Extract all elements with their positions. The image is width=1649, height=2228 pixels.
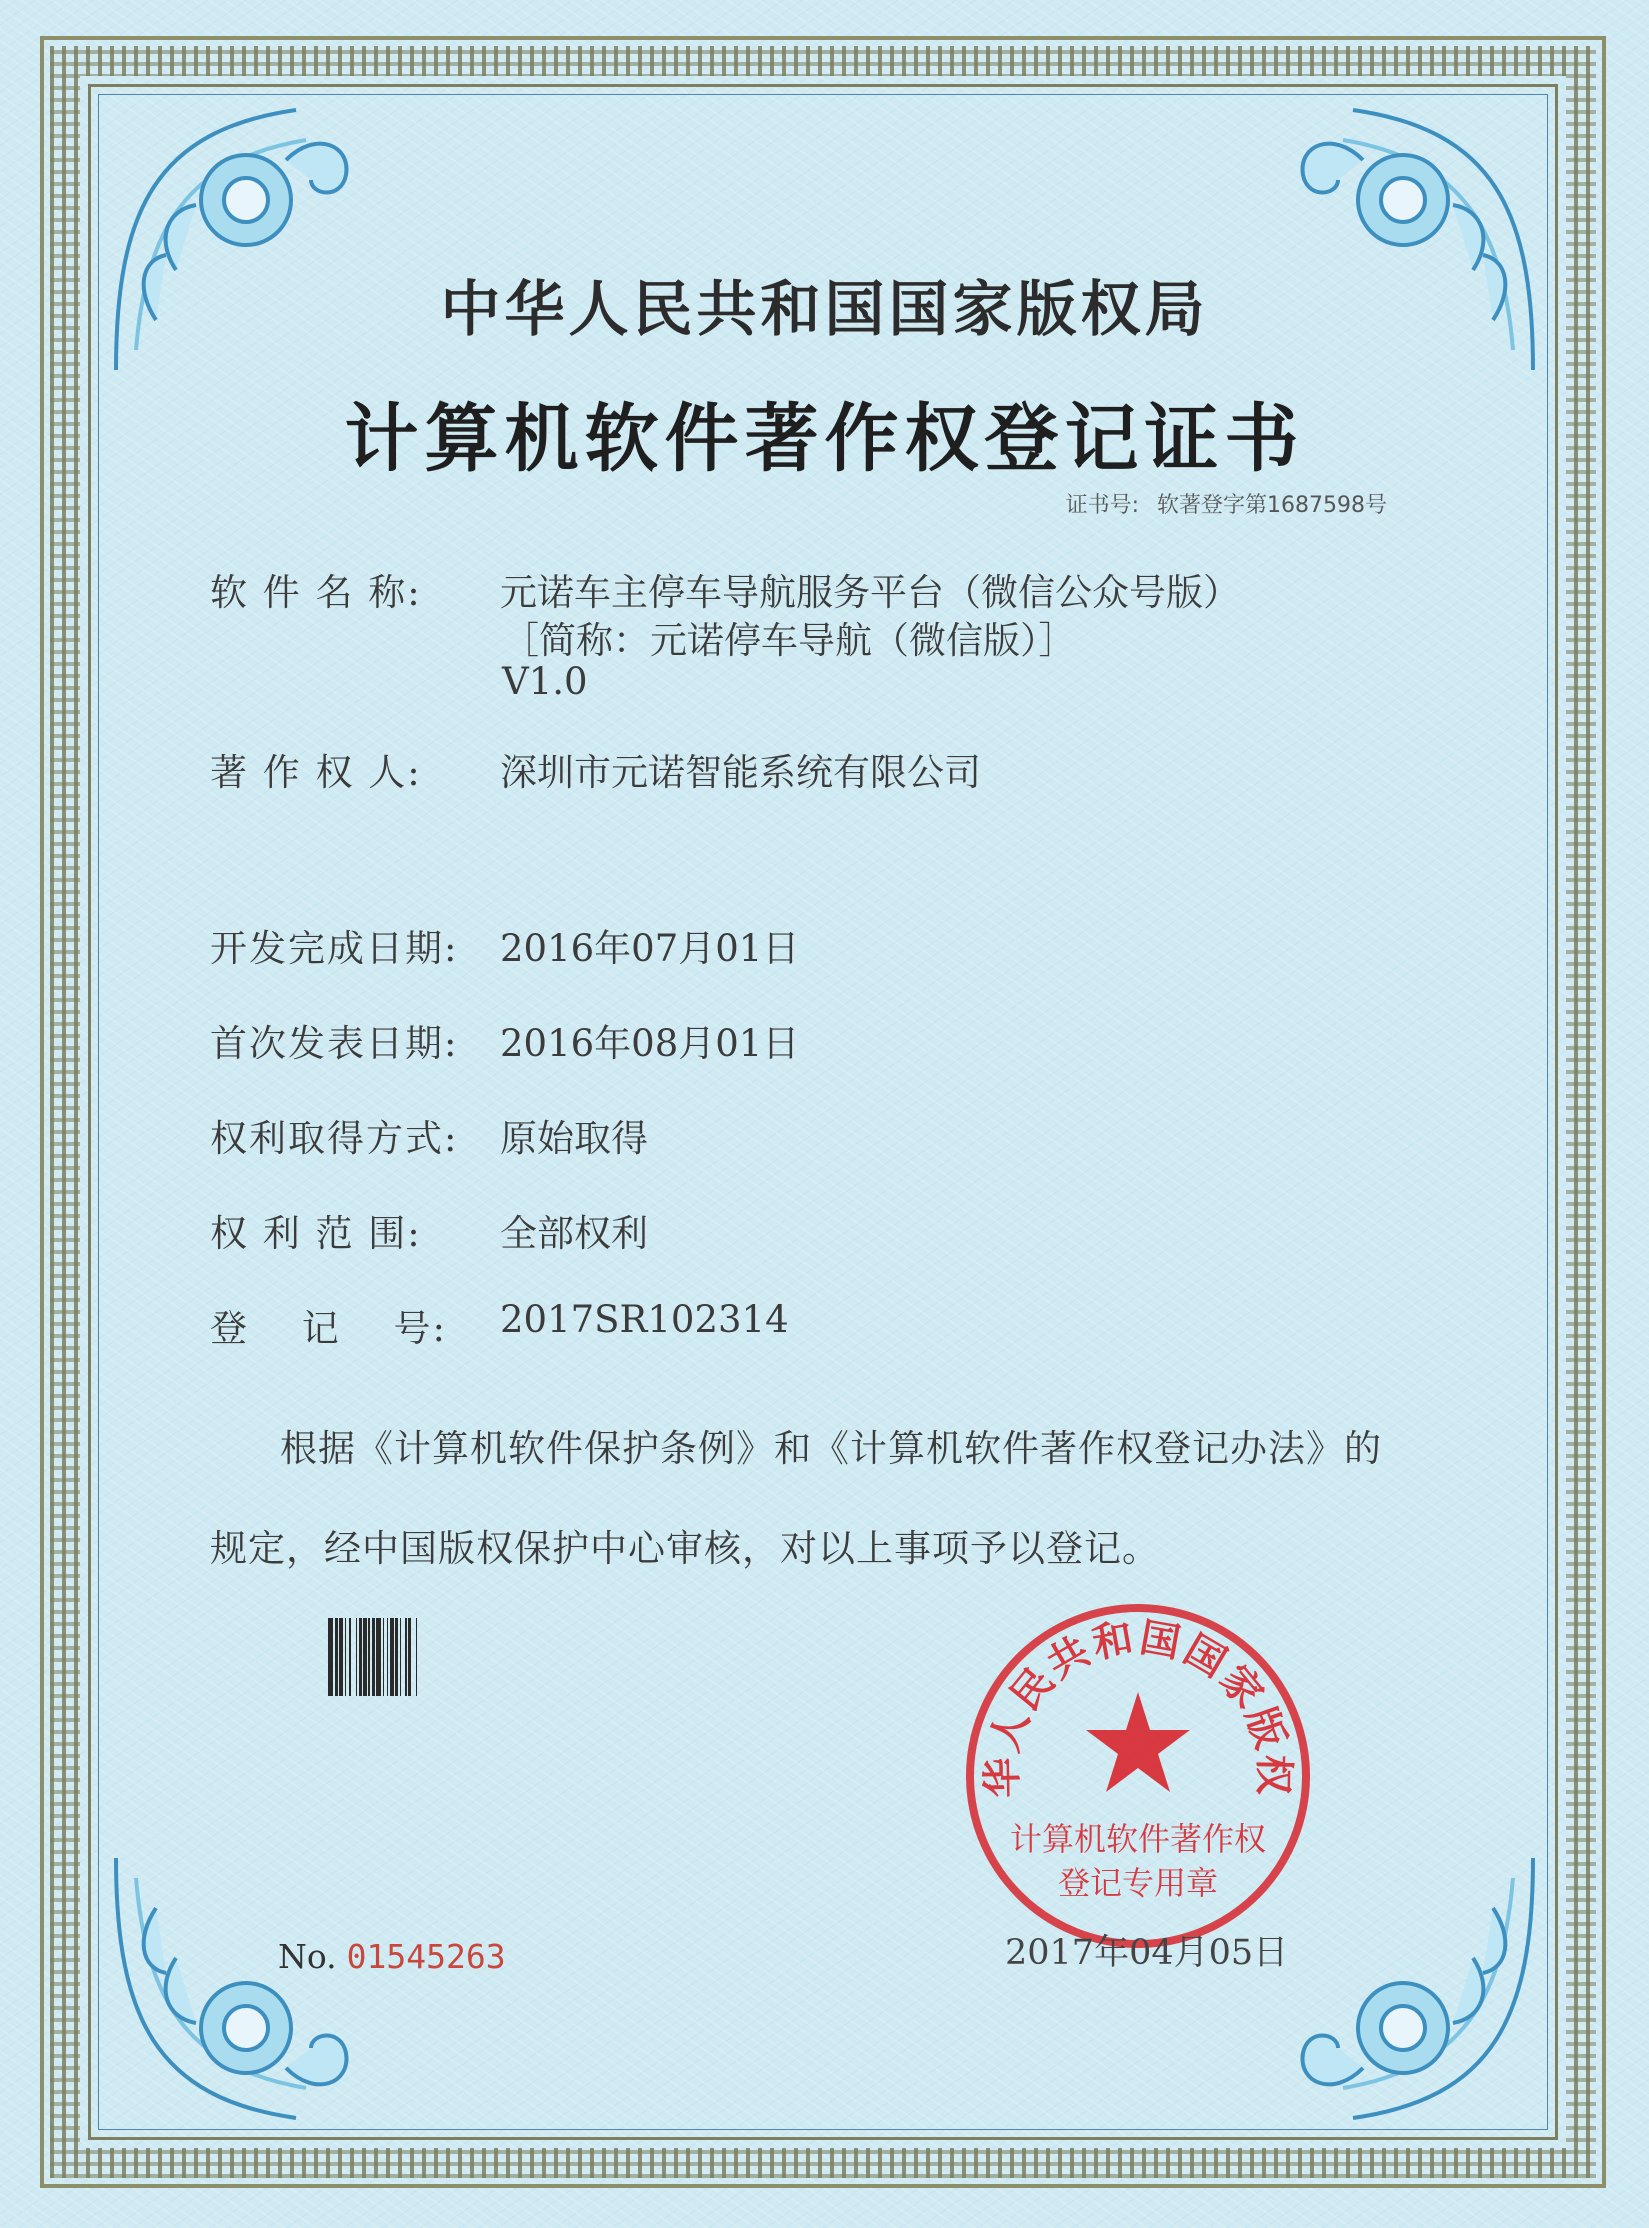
software-name-version: V1.0 xyxy=(502,660,588,703)
serial-value: 01545263 xyxy=(346,1937,506,1976)
statement-line2: 规定，经中国版权保护中心审核，对以上事项予以登记。 xyxy=(210,1527,1160,1570)
acquire-row xyxy=(210,1108,648,1162)
scope-row xyxy=(210,1203,648,1257)
certificate-number-value: 软著登字第1687598号 xyxy=(1157,493,1387,518)
dev-date-value: 2016年07月01日 xyxy=(500,927,800,970)
copyright-owner-value: 深圳市元诺智能系统有限公司 xyxy=(500,751,981,794)
corner-ornament-bottom-left xyxy=(96,1838,396,2138)
barcode xyxy=(328,1618,556,1696)
acquire-label: 权利取得方式: xyxy=(210,1117,459,1160)
pub-date-value: 2016年08月01日 xyxy=(500,1022,800,1065)
reg-no-value: 2017SR102314 xyxy=(500,1298,789,1341)
seal-ring-text: 华人民共和国国家版权 xyxy=(979,1614,1297,1799)
seal-star-icon xyxy=(1086,1692,1190,1792)
certificate-number xyxy=(1066,488,1387,519)
issuer-title: 中华人民共和国国家版权局 xyxy=(440,275,1209,345)
dev-date-row xyxy=(210,918,799,972)
seal-inner-line1: 计算机软件著作权 xyxy=(1009,1820,1267,1858)
scope-value: 全部权利 xyxy=(500,1212,648,1255)
software-name-label: 软 件 名 称: xyxy=(210,571,422,614)
certificate-number-label: 证书号: xyxy=(1065,493,1140,518)
scope-label: 权 利 范 围: xyxy=(210,1212,422,1255)
reg-no-label: 登 记 号: xyxy=(210,1307,447,1350)
reg-no-row xyxy=(210,1298,789,1352)
seal-inner-line2: 登记专用章 xyxy=(1057,1864,1219,1902)
serial-number xyxy=(278,1937,506,1976)
pub-date-row xyxy=(210,1013,799,1067)
certificate-title: 计算机软件著作权登记证书 xyxy=(344,396,1305,482)
serial-label: No. xyxy=(278,1937,337,1976)
dev-date-label: 开发完成日期: xyxy=(210,927,459,970)
software-name-row xyxy=(210,562,1240,616)
software-name-line1: 元诺车主停车导航服务平台（微信公众号版） xyxy=(500,571,1240,614)
copyright-owner-row xyxy=(210,742,981,796)
acquire-value: 原始取得 xyxy=(500,1117,648,1160)
pub-date-label: 首次发表日期: xyxy=(210,1022,459,1065)
copyright-owner-label: 著 作 权 人: xyxy=(210,751,422,794)
software-name-line2: ［简称：元诺停车导航（微信版）］ xyxy=(502,619,1076,662)
statement-line1: 根据《计算机软件保护条例》和《计算机软件著作权登记办法》的 xyxy=(280,1427,1382,1470)
official-seal xyxy=(962,1600,1314,1952)
registration-date: 2017年04月05日 xyxy=(1005,1933,1289,1973)
